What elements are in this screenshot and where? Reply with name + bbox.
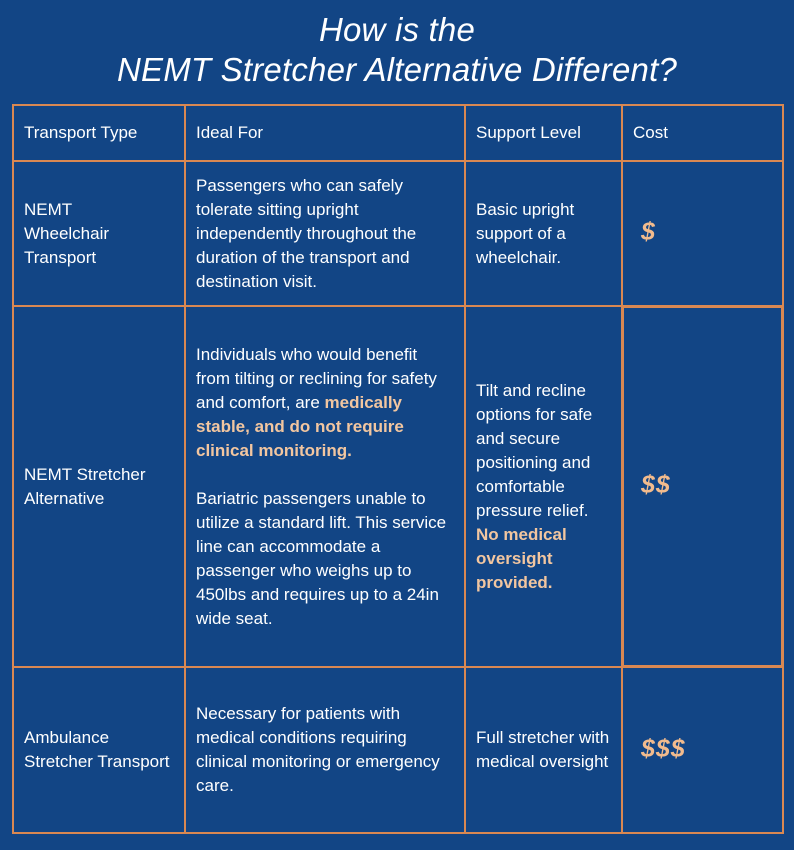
support-level-text: Tilt and recline options for safe and secure positioning and comfortable pressure relief. (476, 380, 593, 520)
table-row (13, 306, 783, 667)
page-title (0, 10, 794, 90)
cost-indicator: $$ (641, 471, 671, 499)
transport-type-line: NEMT (24, 199, 73, 219)
title-line-2: NEMT Stretcher Alternative Different? (116, 51, 678, 88)
header-support-level: Support Level (465, 105, 622, 161)
transport-type-line: Transport (24, 247, 97, 267)
ideal-for-emphasis: medically stable, and do not require clinical monitoring. (196, 392, 404, 460)
cell-support-level: Full stretcher with medical oversight (465, 667, 622, 833)
cell-support-level: Basic upright support of a wheelchair. (465, 161, 622, 306)
cell-transport-type: Ambulance Stretcher Transport (13, 667, 185, 833)
table-row (13, 161, 783, 306)
title-line-1: How is the (318, 11, 476, 48)
paragraph-gap (196, 463, 454, 487)
table-row (13, 667, 783, 833)
cell-cost (622, 161, 783, 306)
support-level-emphasis: No medical oversight provided. (476, 524, 567, 592)
ideal-for-paragraph-1 (196, 343, 454, 463)
table-header-row (13, 105, 783, 161)
cost-indicator: $ (641, 218, 656, 246)
transport-type-line: Wheelchair (24, 223, 110, 243)
ideal-for-text: Individuals who would benefit from tilting or reclining for safety and comfort, are (196, 344, 437, 412)
cell-cost (622, 306, 783, 667)
cell-transport-type: NEMT Stretcher Alternative (13, 306, 185, 667)
cell-support-level (465, 306, 622, 667)
cell-cost (622, 667, 783, 833)
ideal-for-paragraph-2: Bariatric passengers unable to utilize a standard lift. This service line can accommodate a passenger who weighs up to 450lbs and requires up to a 24in wide seat. (196, 488, 447, 628)
header-cost: Cost (622, 105, 783, 161)
cell-transport-type (13, 161, 185, 306)
comparison-table (12, 104, 784, 834)
header-transport-type: Transport Type (13, 105, 185, 161)
cell-ideal-for: Passengers who can safely tolerate sitting upright independently throughout the duration of the transport and destination visit. (185, 161, 465, 306)
cell-ideal-for: Necessary for patients with medical conditions requiring clinical monitoring or emergency care. (185, 667, 465, 833)
cost-indicator: $$$ (641, 734, 686, 763)
cell-ideal-for (185, 306, 465, 667)
header-ideal-for: Ideal For (185, 105, 465, 161)
